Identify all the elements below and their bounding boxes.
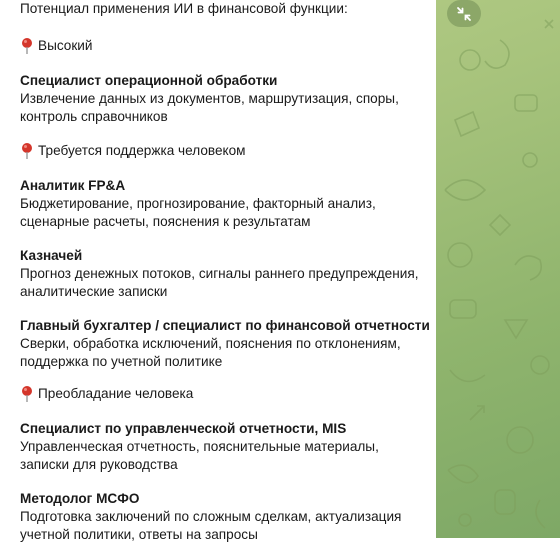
role-title: Аналитик FP&A [20,178,126,193]
message-heading: Потенциал применения ИИ в финансовой функции: [20,1,348,16]
level-label: Требуется поддержка человеком [38,143,246,158]
role-title: Методолог МСФО [20,491,140,506]
role-description: Управленческая отчетность, пояснительные материалы, записки для руководства [20,439,379,472]
level-high [20,37,92,55]
round-pushpin-icon [20,142,34,160]
collapse-view-button[interactable] [447,0,481,27]
role-title: Казначей [20,248,83,263]
role-title: Специалист операционной обработки [20,73,278,88]
level-support-required [20,142,246,160]
role-title: Специалист по управленческой отчетности, MIS [20,421,347,436]
role-title: Главный бухгалтер / специалист по финансовой отчетности [20,318,430,333]
role-description: Подготовка заключений по сложным сделкам, актуализация учетной политики, ответы на запросы [20,509,402,542]
level-label: Высокий [38,38,93,53]
level-human-dominant [20,385,193,403]
role-description: Бюджетирование, прогнозирование, факторный анализ, сценарные расчеты, пояснения к результатам [20,196,376,229]
collapse-arrows-icon [455,5,473,23]
round-pushpin-icon [20,385,34,403]
role-description: Извлечение данных из документов, маршрутизация, споры, контроль справочников [20,91,399,124]
role-description: Сверки, обработка исключений, пояснения по отклонениям, поддержка по учетной политике [20,336,401,369]
role-description: Прогноз денежных потоков, сигналы раннего предупреждения, аналитические записки [20,266,419,299]
round-pushpin-icon [20,37,34,55]
level-label: Преобладание человека [38,386,194,401]
